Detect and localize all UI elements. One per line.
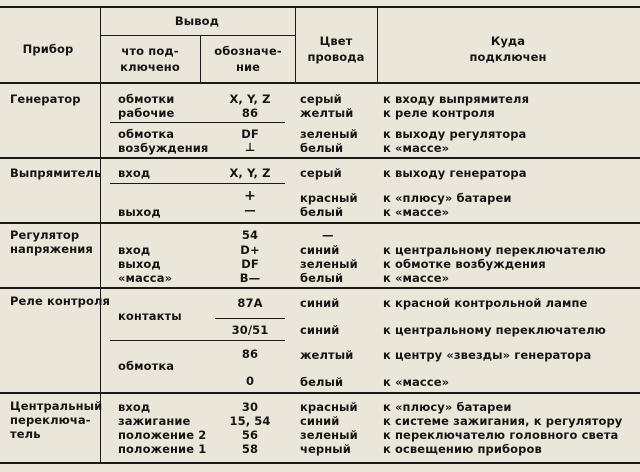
cell-what: обмотки [118,92,175,106]
cell-where: к переключателю головного света [383,428,619,442]
header-what-2: ключено [120,60,180,74]
cell-color: зеленый [300,428,358,442]
cell-where: к выходу генератора [383,166,527,180]
cell-what: положение 2 [118,428,207,442]
subrule-relay-1 [215,318,285,319]
header-bottom-rule [0,82,640,84]
cell-symbol: + [244,188,256,204]
subrule-relay-2 [110,340,285,341]
device-rectifier: Выпрямитель [10,166,102,180]
device-switch-3: тель [10,427,41,441]
cell-symbol: 56 [241,428,259,442]
cell-what: возбуждения [118,141,209,155]
col-rule-2 [200,35,201,82]
cell-where: к системе зажигания, к регулятору [383,414,623,428]
cell-symbol: 86 [241,106,259,120]
cell-color: зеленый [300,127,358,141]
cell-what: вход [118,166,151,180]
cell-symbol: D+ [240,243,260,257]
cell-where: к обмотке возбуждения [383,257,546,271]
cell-color: — [322,228,334,242]
device-switch-2: переключа- [10,413,91,427]
cell-color: красный [300,191,358,205]
cell-where: к «плюсу» батареи [383,400,512,414]
cell-symbol: B— [239,271,261,285]
cell-symbol: X, Y, Z [229,92,271,106]
header-symbol-1: обозначе- [214,44,282,58]
col-rule-4 [377,6,378,82]
cell-where: к выходу регулятора [383,127,527,141]
cell-color: синий [300,414,340,428]
col-rule-3 [295,6,296,82]
group-rule-2 [0,222,640,224]
device-switch: Центральный [10,399,103,413]
header-inner-rule [100,35,295,36]
cell-where: к «плюсу» батареи [383,191,512,205]
col-rule-1 [100,6,101,462]
subrule-gen [110,122,285,123]
cell-what: контакты [118,309,182,323]
cell-color: белый [300,271,344,285]
cell-symbol: 58 [241,442,259,456]
cell-where: к «массе» [383,205,450,219]
cell-where: к центральному переключателю [383,323,606,337]
cell-symbol: X, Y, Z [229,166,271,180]
subrule-rect [110,183,285,184]
header-output: Вывод [174,14,220,28]
cell-what: вход [118,243,151,257]
cell-what: обмотка [118,359,175,373]
cell-what: вход [118,400,151,414]
group-rule-1 [0,157,640,159]
cell-symbol: ⊥ [244,140,256,154]
cell-color: желтый [300,106,354,120]
cell-where: к «массе» [383,271,450,285]
table-top-rule [0,6,640,8]
header-device: Прибор [22,42,74,56]
table-bottom-rule [0,462,640,464]
group-rule-3 [0,287,640,289]
cell-what: зажигание [118,414,191,428]
cell-where: к входу выпрямителя [383,92,530,106]
cell-symbol: DF [241,127,259,141]
cell-color: серый [300,92,342,106]
cell-color: желтый [300,348,354,362]
cell-symbol: 86 [241,347,259,361]
cell-symbol: 54 [241,228,259,242]
cell-what: «масса» [118,271,173,285]
header-where-2: подключен [469,50,547,64]
group-rule-4 [0,392,640,394]
cell-color: зеленый [300,257,358,271]
cell-symbol: 30 [241,400,259,414]
cell-symbol: — [244,203,256,217]
cell-color: синий [300,243,340,257]
cell-color: серый [300,166,342,180]
header-symbol-2: ние [235,60,261,74]
cell-what: выход [118,257,161,271]
cell-color: белый [300,141,344,155]
cell-where: к освещению приборов [383,442,542,456]
device-regulator: Регулятор [10,228,80,242]
cell-symbol: 15, 54 [229,414,271,428]
device-relay: Реле контроля [10,294,111,308]
cell-color: красный [300,400,358,414]
cell-symbol: 30/51 [231,323,269,337]
cell-color: черный [300,442,351,456]
cell-symbol: 0 [245,374,255,388]
cell-color: синий [300,296,340,310]
cell-where: к «массе» [383,375,450,389]
cell-symbol: 87A [237,296,263,310]
cell-what: обмотка [118,127,175,141]
cell-where: к центру «звезды» генератора [383,348,592,362]
cell-where: к красной контрольной лампе [383,296,588,310]
cell-where: к «массе» [383,141,450,155]
cell-where: к центральному переключателю [383,243,606,257]
cell-what: выход [118,205,161,219]
cell-color: синий [300,323,340,337]
cell-color: белый [300,375,344,389]
cell-where: к реле контроля [383,106,495,120]
cell-what: положение 1 [118,442,207,456]
device-regulator-2: напряжения [10,242,93,256]
cell-what: рабочие [118,106,175,120]
device-generator: Генератор [10,92,81,106]
cell-color: белый [300,205,344,219]
header-what-1: что под- [121,44,179,58]
header-color-1: Цвет [319,34,353,48]
header-where-1: Куда [490,34,526,48]
cell-symbol: DF [241,257,259,271]
header-color-2: провода [307,50,365,64]
